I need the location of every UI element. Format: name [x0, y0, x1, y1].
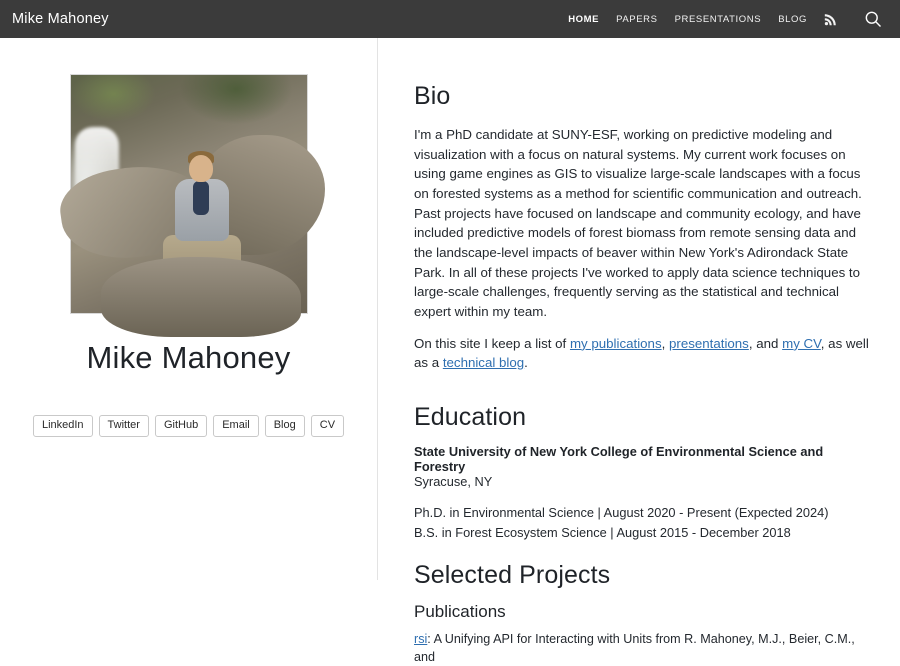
bio-sep-4: . [524, 355, 528, 371]
publications-subheading: Publications [414, 601, 506, 621]
education-heading: Education [414, 403, 527, 432]
rss-icon[interactable] [824, 13, 837, 26]
nav-item-home[interactable]: HOME [568, 13, 600, 25]
nav-item-blog[interactable]: BLOG [778, 13, 807, 25]
nav-item-papers[interactable]: PAPERS [616, 13, 658, 25]
top-navbar [0, 0, 900, 38]
bio-links-prefix: On this site I keep a list of [414, 335, 570, 351]
bio-sep-2: , and [748, 335, 783, 351]
link-my-publications[interactable]: my publications [569, 335, 662, 351]
page-body [0, 38, 900, 664]
nav-links [568, 8, 884, 30]
education-degree-phd: Ph.D. in Environmental Science | August 2020 - Present (Expected 2024) [414, 505, 829, 521]
link-button-github[interactable]: GitHub [155, 415, 207, 437]
link-button-cv[interactable]: CV [311, 415, 344, 437]
main-content [378, 38, 900, 664]
link-button-linkedin[interactable]: LinkedIn [33, 415, 93, 437]
profile-sidebar [0, 38, 378, 580]
publication-entry-first [414, 630, 876, 666]
profile-name: Mike Mahoney [86, 340, 291, 375]
link-technical-blog[interactable]: technical blog [442, 355, 525, 371]
publication-link-rsi[interactable]: rsi [414, 631, 428, 646]
education-school: State University of New York College of Environmental Science and Forestry [414, 444, 824, 475]
bio-sep-1: , [661, 335, 669, 351]
bio-paragraph: I'm a PhD candidate at SUNY-ESF, working on predictive modeling and visualization with a focus on natural systems. My current work focuses on using game engines as GIS to visualize large-scale landscapes with a focus on forested systems as a method for scientific communication and outreach. Past projects have focused on landscape and community ecology, and have included predictive models of forest biomass from remote sensing data and the landscape-level impacts of beaver within New York's Adirondack State Park. In all of these projects I've worked to apply data science techniques to large-scale challenges, frequently serving as the statistical and technical expert within my team. [414, 127, 862, 320]
publication-entry-text: : A Unifying API for Interacting with Units from R. Mahoney, M.J., Beier, C.M., and [414, 631, 855, 664]
link-button-email[interactable]: Email [213, 415, 259, 437]
bio-sep-3: , as well as a [414, 335, 869, 371]
link-my-cv[interactable]: my CV [782, 335, 821, 351]
nav-item-presentations[interactable]: PRESENTATIONS [674, 13, 762, 25]
site-brand[interactable]: Mike Mahoney [12, 11, 109, 27]
link-presentations[interactable]: presentations [669, 335, 749, 351]
education-degree-bs: B.S. in Forest Ecosystem Science | August 2015 - December 2018 [414, 524, 791, 540]
bio-links-paragraph [414, 334, 876, 373]
projects-heading: Selected Projects [414, 560, 611, 589]
portrait-photo [70, 74, 308, 314]
link-button-blog[interactable]: Blog [265, 415, 305, 437]
education-city: Syracuse, NY [414, 474, 493, 490]
search-icon[interactable] [862, 8, 884, 30]
link-button-twitter[interactable]: Twitter [99, 415, 149, 437]
profile-link-buttons [33, 415, 344, 437]
bio-heading: Bio [414, 82, 451, 110]
